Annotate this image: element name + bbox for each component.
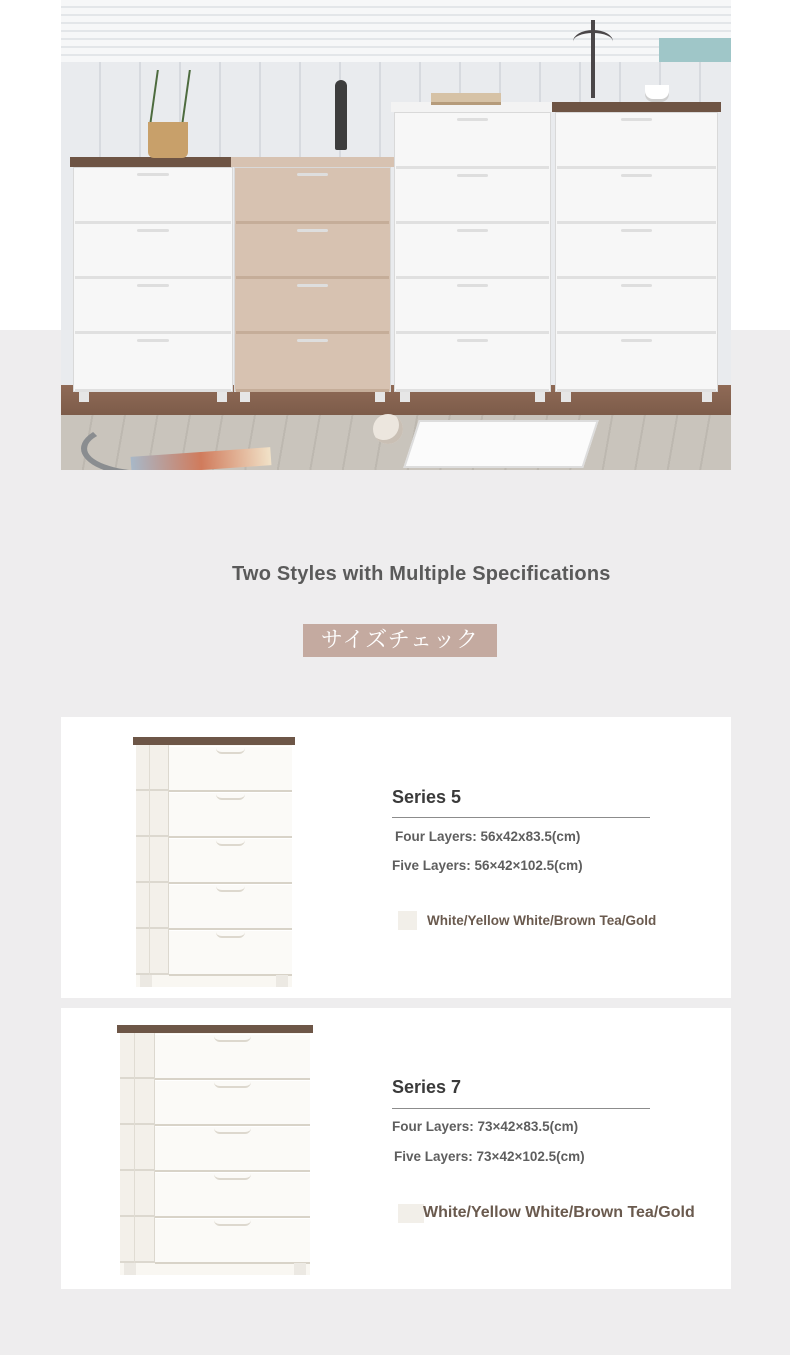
window-blinds xyxy=(61,0,731,62)
color-options: White/Yellow White/Brown Tea/Gold xyxy=(427,913,657,928)
decor-ball xyxy=(373,414,403,444)
five-layers-spec: Five Layers: 56×42×102.5(cm) xyxy=(392,858,583,873)
four-layers-spec: Four Layers: 73×42×83.5(cm) xyxy=(392,1119,579,1134)
organizer-tray xyxy=(403,420,599,468)
five-layers-spec: Five Layers: 73×42×102.5(cm) xyxy=(394,1149,585,1164)
section-heading: Two Styles with Multiple Specifications xyxy=(232,563,611,585)
cabinet-white-4 xyxy=(73,167,233,392)
series-title: Series 5 xyxy=(392,787,462,807)
hero-photo xyxy=(61,0,731,470)
title-divider xyxy=(392,1108,650,1109)
product-card-series-7 xyxy=(61,1008,731,1289)
cabinet-tan-4 xyxy=(234,167,391,392)
dresser-image-series-7 xyxy=(120,1025,310,1275)
color-swatch xyxy=(398,1204,424,1223)
storage-box xyxy=(659,38,731,62)
decor-tree xyxy=(591,20,595,98)
plant-pot xyxy=(148,122,188,158)
four-layers-spec: Four Layers: 56x42x83.5(cm) xyxy=(395,829,581,844)
books xyxy=(431,93,501,105)
dresser-image-series-5 xyxy=(136,737,292,987)
product-card-series-5 xyxy=(61,717,731,998)
series-title: Series 7 xyxy=(392,1077,462,1097)
color-options: White/Yellow White/Brown Tea/Gold xyxy=(423,1204,695,1221)
bird-figurine xyxy=(335,80,347,150)
color-swatch xyxy=(398,911,417,930)
size-check-badge: サイズチェック xyxy=(303,624,497,657)
cup xyxy=(645,85,669,99)
cabinet-white-5 xyxy=(394,112,551,392)
cabinet-white-5-wood-top xyxy=(555,112,718,392)
title-divider xyxy=(392,817,650,818)
